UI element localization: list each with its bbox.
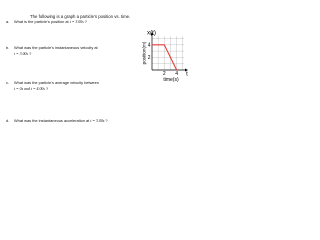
question-letter: d. bbox=[6, 118, 10, 123]
question-math: t = 3.00s bbox=[14, 51, 28, 56]
question-b bbox=[6, 45, 98, 57]
question-suffix: ? bbox=[104, 118, 108, 123]
question-letter: a. bbox=[6, 18, 10, 24]
x-tick-label: 4 bbox=[175, 71, 179, 78]
labels bbox=[142, 30, 189, 84]
question-math: t = 0s and t = 4.00s bbox=[14, 86, 45, 91]
question-c bbox=[6, 80, 99, 92]
x-tick-label: 2 bbox=[162, 71, 166, 78]
y-tick-label: 4 bbox=[147, 42, 151, 49]
question-letter: b. bbox=[6, 45, 10, 50]
question-a bbox=[6, 19, 87, 26]
question-math: t = 3.00s bbox=[69, 19, 84, 24]
question-text: What is the particle’s position at bbox=[14, 18, 70, 24]
x-axis-end-label: t bbox=[186, 71, 188, 78]
intro-text: The following is a graph a particle’s position vs. time. bbox=[30, 14, 131, 19]
y-axis-label: position(m) bbox=[141, 41, 147, 65]
question-text: What was the particle’s instantaneous velocity at bbox=[14, 45, 98, 50]
question-text: What was the instantaneous acceleration at bbox=[14, 118, 91, 123]
y-tick-label: 2 bbox=[147, 55, 151, 62]
question-suffix: ? bbox=[44, 85, 49, 91]
question-suffix: ? bbox=[27, 50, 32, 56]
question-math: t = 3.00s bbox=[90, 119, 105, 123]
axes bbox=[151, 32, 189, 72]
question-d bbox=[6, 118, 108, 125]
question-letter: c. bbox=[6, 80, 10, 85]
x-axis-label: time(s) bbox=[163, 77, 179, 83]
question-text: What was the particle’s average velocity between bbox=[14, 80, 99, 85]
position-time-graph bbox=[136, 22, 196, 92]
chart-title: x(t) bbox=[147, 29, 156, 37]
question-suffix: ? bbox=[83, 18, 87, 24]
